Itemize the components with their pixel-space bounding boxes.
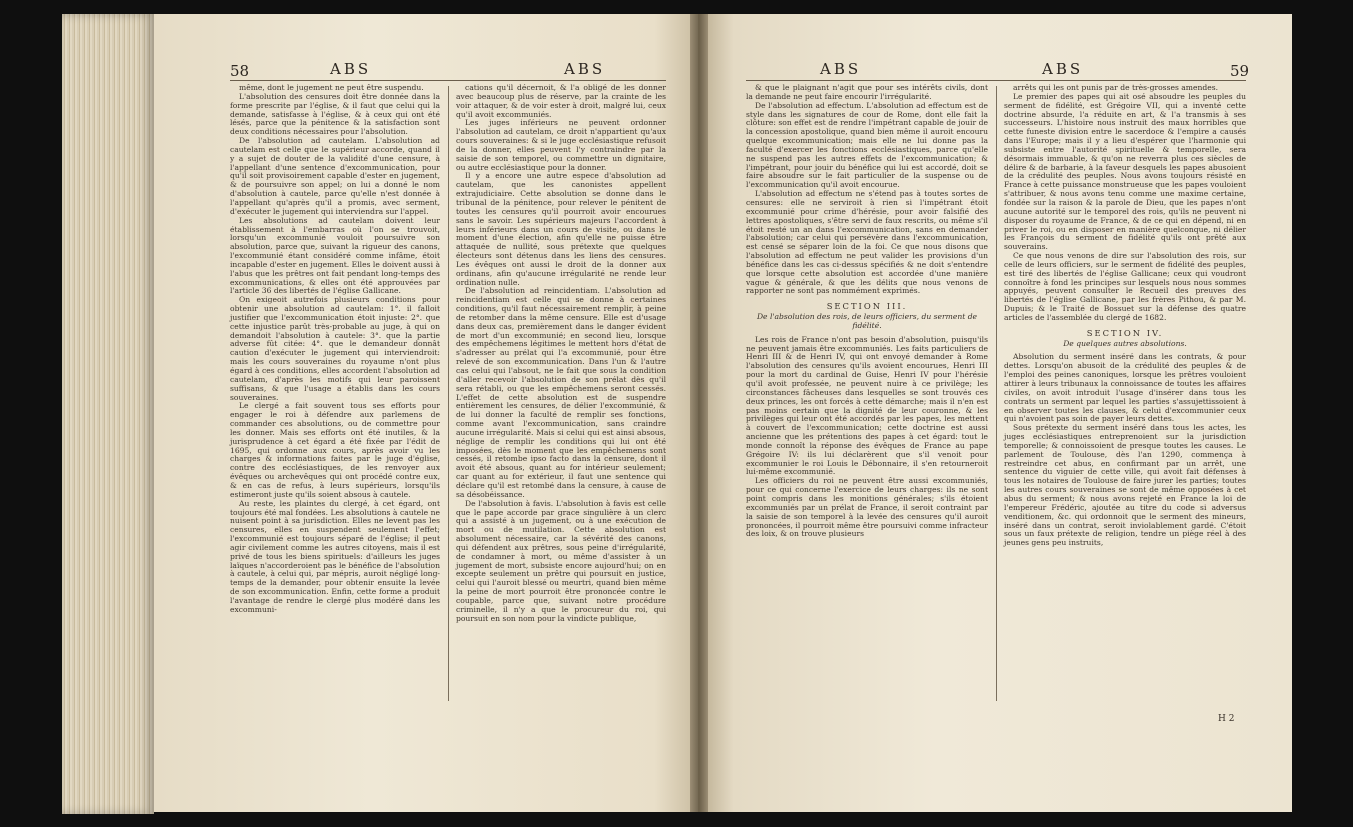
paragraph: même, dont le jugement ne peut être suspendu. xyxy=(239,83,424,92)
paragraph: Les rois de France n'ont pas besoin d'absolution, puisqu'ils ne peuvent jamais être excommuniés. Les faits particuliers de Henri III & de Henri IV, qui ont envoyé demander à Rome l'absolution des censures qu'ils avoient encourues, Henri III pour la mort du cardinal de Guise, Henri IV pour l'hérésie qu'il avoit professée, ne peuvent nuire à ce privilège; les circonstances fâcheuses dans lesquelles se sont trouvés ces deux princes, les ont forcés à cette démarche; mais il n'en est pas moins certain que la dignité de leur couronne, & les privilèges qui leur ont été accordés par les papes, les mettent à couvert de l'excommunication; cette doctrine est aussi ancienne que les prétentions des papes à cet égard: tout le monde connoît la réponse des évêques de France au pape Grégoire IV: ils lui déclarèrent que s'il venoit pour excommunier le roi Louis le Débonnaire, il s'en retourneroit lui-même excommunié. xyxy=(746,334,988,477)
section-subtitle: De quelques autres absolutions. xyxy=(1063,338,1187,348)
section-subtitle: De l'absolution des rois, de leurs officiers, du serment de fidélité. xyxy=(756,312,978,330)
paragraph: cations qu'il décernoit, & l'a obligé de les donner avec beaucoup plus de réserve, par la crainte de les voir attaquer, & de voir ester à droit, malgré lui, ceux qu'il avoit excommuniés. xyxy=(456,83,666,119)
paragraph: & que le plaignant n'agit que pour ses intérêts civils, dont la demande ne peut faire encourir l'irrégularité. xyxy=(746,83,988,101)
paragraph: De l'absolution à favis. L'absolution à favis est celle que le pape accorde par grace singulière à un clerc qui a assisté à un jugement, ou à une exécution de mort ou de mutilation. Cette absolution est absolument nécessaire, car la sévérité des canons, qui défendent aux prêtres, sous peine d'irrégularité, de condamner à mort, ou même d'assister à un jugement de mort, subsiste encore aujourd'hui; on en excepte seulement un prêtre qui poursuit en justice, celui qui l'auroit blessé ou meurtri, quand bien même la peine de mort pourroit être prononcée contre le coupable, parce que, suivant notre procédure criminelle, il n'y a que le procureur du roi, qui poursuit en son nom pour la vindicte publique, xyxy=(456,498,666,623)
paragraph: On exigeoit autrefois plusieurs conditions pour obtenir une absolution ad cautelam: 1°. il falloit justifier que l'excommunication étoit injuste: 2°. que cette injustice parût très-probable au juge, à qui on demandoit l'absolution à cautele: 3°. que la partie adverse fût citée: 4°. que le demandeur donnât caution d'exécuter le jugement qui interviendroit: mais les cours souveraines du royaume n'ont plus égard à ces conditions, elles accordent l'absolution ad cautelam, d'après les motifs qui leur paroissent suffisans, & que l'usage a établis dans les cours souveraines. xyxy=(230,295,440,402)
book-gutter xyxy=(690,14,708,812)
left-page-column-2 xyxy=(456,84,666,623)
paragraph: De l'absolution ad cautelam. L'absolution ad cautelam est celle que le supérieur accorde, quand il y a sujet de douter de la validité d'une censure, à l'appellant d'une sentence d'excommunication, pour qu'il soit provisoirement capable d'ester en jugement, & de poursuivre son appel; on lui a donné le nom d'absolution à cautele, parce qu'elle n'est donnée à l'appellant qu'après qu'il a promis, avec serment, d'exécuter le jugement qui interviendra sur l'appel. xyxy=(230,136,440,216)
left-page-column-1 xyxy=(230,84,440,615)
paragraph: L'absolution ad effectum ne s'étend pas à toutes sortes de censures: elle ne serviroit à rien si l'impétrant étoit excommunié pour crime d'hérésie, pour avoir falsifié des lettres apostoliques, s'être servi de faux rescrits, ou même s'il étoit resté un an dans l'excommunication, sans en demander l'absolution; car celui qui persévère dans l'excommunication, est censé se séparer loin de la foi. Ce que nous disons que l'absolution ad effectum ne peut valider les provisions d'un bénéfice dans les cas ci-dessus spécifiés & ne doit s'entendre que lorsque cette absolution est accordée d'une manière vague & générale, & que les délits que nous venons de rapporter ne sont pas nommément exprimés. xyxy=(746,189,988,296)
paragraph: Il y a encore une autre espece d'absolution ad cautelam, que les canonistes appellent extrajudiciaire. Cette absolution se donne dans le tribunal de la pénitence, pour relever le pénitent de toutes les censures qu'il pourroit avoir encourues sans le savoir. Les supérieurs majeurs l'accordent à leurs inférieurs dans un cours de visite, ou dans le moment d'une élection, afin qu'elle ne puisse être attaquée de nullité, sous prétexte que quelques électeurs sont détenus dans les liens des censures. Les évêques ont aussi le droit de la donner aux ordinans, afin qu'aucune irrégularité ne rende leur ordination nulle. xyxy=(456,171,666,287)
page-edges-left xyxy=(62,14,154,814)
column-divider-right xyxy=(996,86,997,701)
paragraph: Le premier des papes qui ait osé absoudre les peuples du serment de fidélité, est Grégoire VII, qui a inventé cette doctrine absurde, l'a réduite en art, & l'a transmis à ses successeurs. L'histoire nous instruit des maux horribles que cette funeste division entre le sacerdoce & l'empire a causés dans l'Europe; mais il y a lieu d'espérer que l'harmonie qui subsiste entre l'autorité spirituelle & temporelle, sera désormais immuable, & qu'on ne reverra plus ces siècles de délire & de barbarie, à la faveur desquels les papes abusoient de la crédulité des peuples. Nous avons toujours résisté en France à cette puissance monstrueuse que les papes vouloient s'attribuer, & nous avons tenu comme une maxime certaine, fondée sur la raison & la parole de Dieu, que les papes n'ont aucune autorité sur le temporel des rois, qu'ils ne peuvent ni disposer du royaume de France, & de ce qui en dépend, ni en priver le roi, ou en disposer en manière quelconque, ni délier les François du serment de fidélité qu'ils ont prêté aux souverains. xyxy=(1004,91,1246,252)
right-page-column-1 xyxy=(746,84,988,539)
page-number-right: 59 xyxy=(1230,62,1250,80)
running-head-left-1: ABS xyxy=(330,60,372,78)
running-head-right-1: ABS xyxy=(820,60,862,78)
paragraph: De l'absolution ad effectum. L'absolution ad effectum est de style dans les signatures de cour de Rome, dont elle fait la clôture: son effet est de rendre l'impétrant capable de jouir de la concession apostolique, quand bien même il auroit encouru quelque excommunication; mais elle ne lui donne pas la faculté d'exercer les fonctions ecclésiastiques, parce qu'elle ne suspend pas les autres effets de l'excommunication; & l'impétrant, pour jouir du bénéfice qui lui est accordé, doit se faire absoudre sur le fait particulier de la suspense ou de l'excommunication qu'il avoit encourue. xyxy=(746,100,988,190)
page-number-left: 58 xyxy=(230,62,250,80)
left-page xyxy=(154,14,698,812)
paragraph: Ce que nous venons de dire sur l'absolution des rois, sur celle de leurs officiers, sur le serment de fidélité des peuples, est tiré des libertés de l'église Gallicane; ceux qui voudront connoître à fond les principes sur lesquels nous nous sommes appuyés, peuvent consulter le Recueil des preuves des libertés de l'église Gallicane, par les frères Pithou, & par M. Dupuis; & le Traité de Bossuet sur la défense des quatre articles de l'assemblée du clergé de 1682. xyxy=(1004,251,1246,322)
paragraph: De l'absolution ad reincidentiam. L'absolution ad reincidentiam est celle qui se donne à certaines conditions, qu'il faut nécessairement remplir, à peine de retomber dans la même censure. Elle est d'usage dans deux cas, premièrement dans le danger évident de mort d'un excommunié; en second lieu, lorsque des empêchemens légitimes le mettent hors d'état de s'adresser au prélat qui l'a excommunié, pour être relevé de son excommunication. Dans l'un & l'autre cas celui qui l'absout, ne le fait que sous la condition d'aller recevoir l'absolution de son prélat dès qu'il sera rétabli, ou que les empêchemens seront cessés. L'effet de cette absolution est de suspendre entièrement les censures, de délier l'excommunié, & de lui donner la faculté de remplir ses fonctions, comme avant l'excommunication, sans craindre aucune irrégularité. Mais si celui qui est ainsi absous, néglige de remplir les conditions qui lui ont été imposées, dès le moment que les empêchemens sont cessés, il retombe ipso facto dans la censure, dont il avoit été absous, quant au for intérieur seulement; car quant au for extérieur, il faut une sentence qui déclare qu'il est retombé dans la censure, à cause de sa désobéissance. xyxy=(456,286,666,499)
paragraph: Sous prétexte du serment inséré dans tous les actes, les juges ecclésiastiques entreprenoient sur la jurisdiction temporelle; & connoissoient de presque toutes les causes. Le parlement de Toulouse, dès l'an 1290, commença à restreindre cet abus, en confirmant par un arrêt, une sentence du viguier de cette ville, qui avoit fait défenses à tous les notaires de Toulouse de faire jurer les parties; toutes les autres cours souveraines se sont de même opposées à cet abus du serment; & nous avons rejeté en France la loi de l'empereur Frédéric, ajoutée au titre du code si adversus venditionem, &c. qui ordonnoit que le serment des mineurs, inséré dans un contrat, seroit inviolablement gardé. C'étoit sous un faux prétexte de religion, tendre un piège réel à des jeunes gens peu instruits, xyxy=(1004,423,1246,548)
paragraph: Les absolutions ad cautelam doivent leur établissement à l'embarras où l'on se trouvoit, lorsqu'un excommunié vouloit poursuivre son absolution, parce que, suivant la rigueur des canons, l'excommunié étant considéré comme infâme, étoit incapable d'ester en jugement. Elles le doivent aussi à l'abus que les prêtres ont fait pendant long-temps des excommunications, & elles ont été approuvées par l'article 36 des libertés de l'église Gallicane. xyxy=(230,215,440,296)
paragraph: Absolution du serment inséré dans les contrats, & pour dettes. Lorsqu'on abusoit de la crédulité des peuples & de l'emploi des peines canoniques, lorsque les prêtres vouloient attirer à leurs tribunaux la connoissance de toutes les affaires civiles, on avoit introduit l'usage d'insérer dans tous les contrats un serment par lequel les parties s'assujettissoient à en observer toutes les clauses, & celui d'excommunier ceux qui n'avoient pas soin de payer leurs dettes. xyxy=(1004,352,1246,424)
paragraph: arrêts qui les ont punis par de très-grosses amendes. xyxy=(1013,83,1219,92)
paragraph: Les juges inférieurs ne peuvent ordonner l'absolution ad cautelam, ce droit n'appartient qu'aux cours souveraines: & si le juge ecclésiastique refusoit de la donner, elles peuvent l'y contraindre par la saisie de son temporel, ou commettre un dignitaire, ou autre ecclésiastique pour la donner. xyxy=(456,118,666,172)
paragraph: Les officiers du roi ne peuvent être aussi excommuniés, pour ce qui concerne l'exercice de leurs charges: ils ne sont point compris dans les monitions générales; s'ils étoient excommuniés par un prélat de France, il seroit contraint par la saisie de son temporel à la levée des censures qu'il auroit prononcées, il pourroit même être poursuivi comme infracteur des loix, & on trouve plusieurs xyxy=(746,476,988,539)
running-head-right-2: ABS xyxy=(1042,60,1084,78)
section-heading: SECTION IV. xyxy=(1086,327,1164,338)
header-rule-left xyxy=(230,80,666,81)
section-heading: SECTION III. xyxy=(826,301,908,312)
running-head-left-2: ABS xyxy=(564,60,606,78)
right-page xyxy=(698,14,1292,812)
paragraph: Au reste, les plaintes du clergé, à cet égard, ont toujours été mal fondées. Les absolutions à cautele ne nuisent point à sa jurisdiction. Elles ne levent pas les censures, elles en suspendent seulement l'effet; l'excommunié est toujours séparé de l'église; il peut agir civilement comme les autres citoyens, mais il est privé de tous les biens spirituels: d'ailleurs les juges laïques n'accorderoient pas le bénéfice de l'absolution à cautele, à celui qui, par mépris, auroit négligé long-temps de la demander, pour obtenir ensuite la levée de son excommunication. Enfin, cette forme a produit l'avantage de rendre le clergé plus modéré dans les excommuni- xyxy=(230,498,440,614)
right-page-column-2 xyxy=(1004,84,1246,548)
header-rule-right xyxy=(746,80,1246,81)
column-divider-left xyxy=(448,86,449,701)
paragraph: Le clergé a fait souvent tous ses efforts pour engager le roi à défendre aux parlemens de commander ces absolutions, ou de commettre pour les donner. Mais ses efforts ont été inutiles, & la jurisprudence à cet égard a été fixée par l'édit de 1695, qui ordonne aux cours, après avoir vu les charges & informations faites par le juge d'église, contre des ecclésiastiques, de les renvoyer aux évêques ou archevêques qui ont procédé contre eux, & en cas de refus, à leurs supérieurs, lorsqu'ils estimeront juste qu'ils soient absous à cautele. xyxy=(230,401,440,499)
paragraph: L'absolution des censures doit être donnée dans la forme prescrite par l'église, & il faut que celui qui la demande, satisfasse à l'église, & à ceux qui ont été lésés, parce que la pénitence & la satisfaction sont deux conditions nécessaires pour l'absolution. xyxy=(230,91,440,137)
signature-mark: H 2 xyxy=(1218,714,1235,724)
